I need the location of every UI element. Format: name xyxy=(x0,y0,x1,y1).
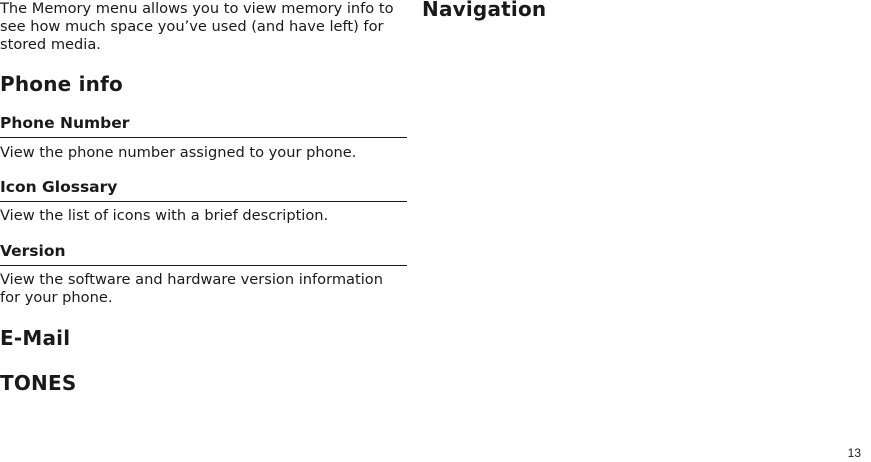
icon-glossary-heading: Icon Glossary xyxy=(0,178,118,196)
intro-line-3: stored media. xyxy=(0,36,101,53)
intro-paragraph xyxy=(0,0,405,54)
phone-number-description: View the phone number assigned to your phone. xyxy=(0,144,357,161)
navigation-heading: Navigation xyxy=(422,0,547,21)
email-heading: E-Mail xyxy=(0,326,71,350)
page-number: 13 xyxy=(847,446,861,460)
intro-line-2: see how much space you’ve used (and have left) for xyxy=(0,18,384,35)
icon-glossary-divider xyxy=(0,201,407,202)
version-heading: Version xyxy=(0,242,66,260)
phone-number-divider xyxy=(0,137,407,138)
intro-line-1: The Memory menu allows you to view memory info to xyxy=(0,0,394,17)
version-description-line-1: View the software and hardware version information xyxy=(0,271,383,288)
phone-info-heading: Phone info xyxy=(0,72,123,96)
phone-number-heading: Phone Number xyxy=(0,114,130,132)
icon-glossary-description: View the list of icons with a brief description. xyxy=(0,207,329,224)
version-description-line-2: for your phone. xyxy=(0,289,113,306)
version-divider xyxy=(0,265,407,266)
tones-heading: TONES xyxy=(0,371,77,395)
